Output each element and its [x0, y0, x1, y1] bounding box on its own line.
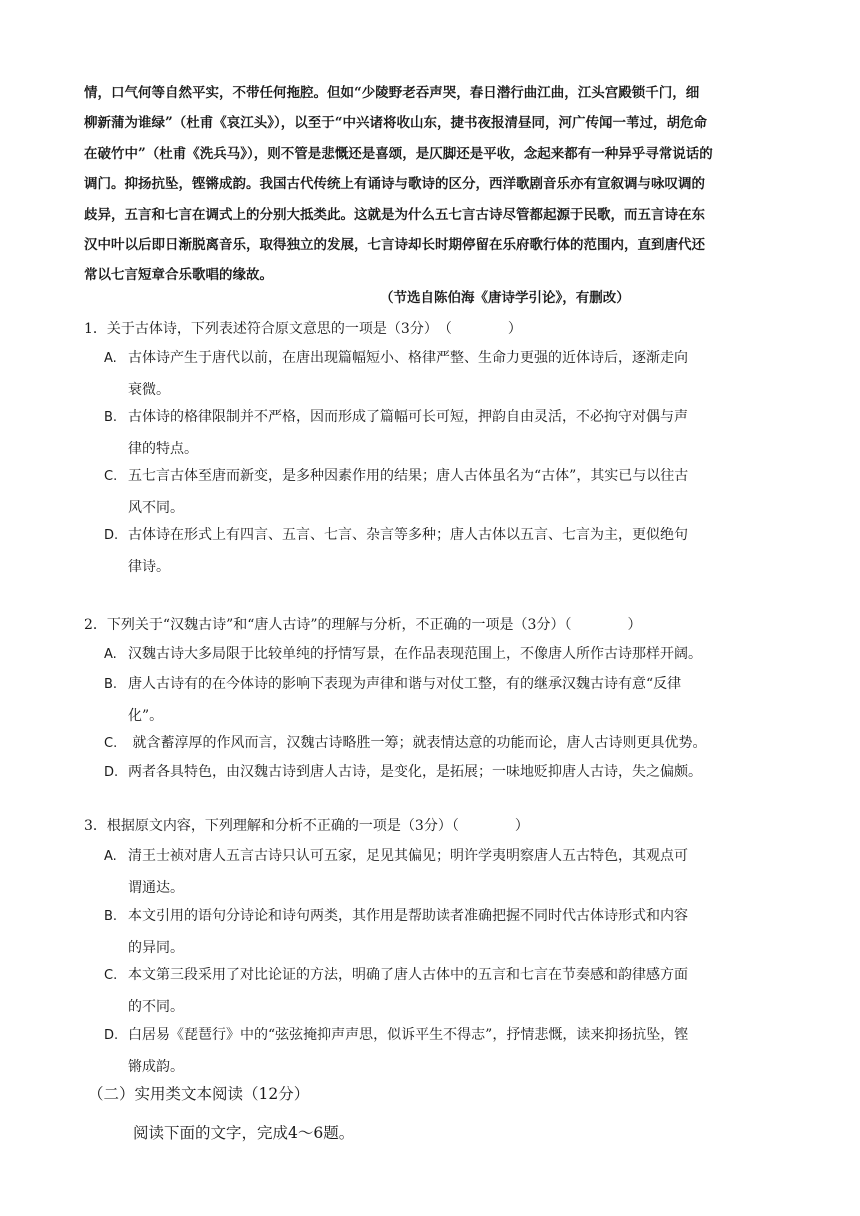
section-instruction: 阅读下面的文字，完成4～6题。 — [133, 1124, 355, 1142]
question-2-option-a — [104, 639, 764, 671]
option-text: 古体诗的格律限制并不严格，因而形成了篇幅可长可短，押韵自由灵活，不必拘守对偶与声 — [128, 409, 688, 425]
option-text: 唐人古诗有的在今体诗的影响下表现为声律和谐与对仗工整，有的继承汉魏古诗有意“反律 — [128, 676, 682, 692]
option-text-continued: 化”。 — [128, 707, 164, 724]
option-letter: A. — [104, 351, 117, 366]
passage-line: 常以七言短章合乐歌唱的缘故。 — [84, 267, 273, 284]
passage-line: 情，口气何等自然平实，不带任何拖腔。但如“少陵野老吞声哭，春日潜行曲江曲，江头宫殿锁千门，细 — [84, 85, 700, 101]
option-letter: B. — [104, 677, 118, 692]
option-text: 就含蓄淳厚的作风而言，汉魏古诗略胜一筹；就表情达意的功能而论，唐人古诗则更具优势。 — [128, 735, 707, 751]
passage-source: （节选自陈伯海《唐诗学引论》，有删改） — [380, 290, 630, 306]
question-2-option-d — [104, 757, 764, 789]
option-text-continued: 风不同。 — [128, 499, 184, 516]
question-2-option-b — [104, 669, 764, 731]
passage-text — [84, 78, 784, 291]
option-letter: C. — [104, 469, 118, 484]
question-3-option-c — [104, 960, 764, 1022]
question-2-option-c — [104, 728, 764, 760]
option-letter: B. — [104, 410, 118, 425]
passage-line: 汉中叶以后即日渐脱离音乐，取得独立的发展，七言诗却长时期停留在乐府歌行体的范围内，直到唐代还 — [84, 237, 705, 254]
question-1-option-a — [104, 343, 764, 405]
option-letter: D. — [104, 1028, 119, 1043]
option-letter: B. — [104, 909, 118, 924]
option-text-continued: 锵成韵。 — [128, 1058, 184, 1075]
option-letter: A. — [104, 849, 117, 864]
option-text: 清王士祯对唐人五言古诗只认可五家，足见其偏见；明许学夷明察唐人五古特色，其观点可 — [128, 848, 688, 864]
option-text-continued: 谓通达。 — [128, 879, 184, 896]
option-text: 五七言古体至唐而新变，是多种因素作用的结果；唐人古体虽名为“古体”，其实已与以往古 — [128, 468, 689, 484]
question-3-stem: 3．根据原文内容，下列理解和分析不正确的一项是（3分）（ ） — [84, 818, 529, 834]
option-letter: C. — [104, 736, 118, 751]
option-text: 本文引用的语句分诗论和诗句两类，其作用是帮助读者准确把握不同时代古体诗形式和内容 — [128, 908, 688, 924]
option-text-continued: 衰微。 — [128, 381, 170, 398]
option-letter: D. — [104, 765, 119, 780]
passage-line: 在破竹中”（杜甫《洗兵马》），则不管是悲慨还是喜颂，是仄脚还是平收，念起来都有一种异乎寻常说话的 — [84, 145, 713, 162]
section-heading: （二）实用类文本阅读（12分） — [88, 1085, 310, 1103]
option-text: 白居易《琵琶行》中的“弦弦掩抑声声思，似诉平生不得志”，抒情悲慨，读来抑扬抗坠，铿 — [128, 1027, 689, 1043]
question-3-option-b — [104, 901, 764, 963]
option-letter: D. — [104, 528, 119, 543]
question-1-stem: 1．关于古体诗，下列表述符合原文意思的一项是（3分） （ ） — [84, 321, 522, 337]
option-letter: C. — [104, 968, 118, 983]
question-3-option-d — [104, 1020, 764, 1082]
option-text-continued: 的异同。 — [128, 939, 184, 956]
question-2-stem: 2．下列关于“汉魏古诗”和“唐人古诗”的理解与分析，不正确的一项是（3分）（ ） — [84, 617, 642, 633]
option-text: 两者各具特色，由汉魏古诗到唐人古诗，是变化，是拓展；一味地贬抑唐人古诗，失之偏颇。 — [128, 764, 702, 780]
question-1-option-d — [104, 520, 764, 582]
passage-line: 柳新蒲为谁绿”（杜甫《哀江头》），以至于“中兴诸将收山东，捷书夜报清昼同，河广传闻一苇过，胡危命 — [84, 115, 708, 132]
option-text-continued: 的不同。 — [128, 998, 184, 1015]
question-1-option-c — [104, 461, 764, 523]
option-text: 古体诗在形式上有四言、五言、七言、杂言等多种；唐人古体以五言、七言为主，更似绝句 — [128, 527, 688, 543]
option-letter: A. — [104, 647, 117, 662]
question-1-option-b — [104, 402, 764, 464]
option-text: 本文第三段采用了对比论证的方法，明确了唐人古体中的五言和七言在节奏感和韵律感方面 — [128, 967, 688, 983]
option-text: 汉魏古诗大多局限于比较单纯的抒情写景，在作品表现范围上，不像唐人所作古诗那样开阔。 — [128, 646, 702, 662]
option-text-continued: 律的特点。 — [128, 440, 198, 457]
question-3-option-a — [104, 841, 764, 903]
passage-line: 调门。抑扬抗坠，铿锵成韵。我国古代传统上有诵诗与歌诗的区分，西洋歌剧音乐亦有宣叙调与咏叹调的 — [84, 176, 705, 193]
passage-line: 歧异，五言和七言在调式上的分别大抵类此。这就是为什么五七言古诗尽管都起源于民歌，而五言诗在东 — [84, 206, 705, 223]
option-text: 古体诗产生于唐代以前，在唐出现篇幅短小、格律严整、生命力更强的近体诗后，逐渐走向 — [128, 350, 688, 366]
option-text-continued: 律诗。 — [128, 558, 170, 575]
